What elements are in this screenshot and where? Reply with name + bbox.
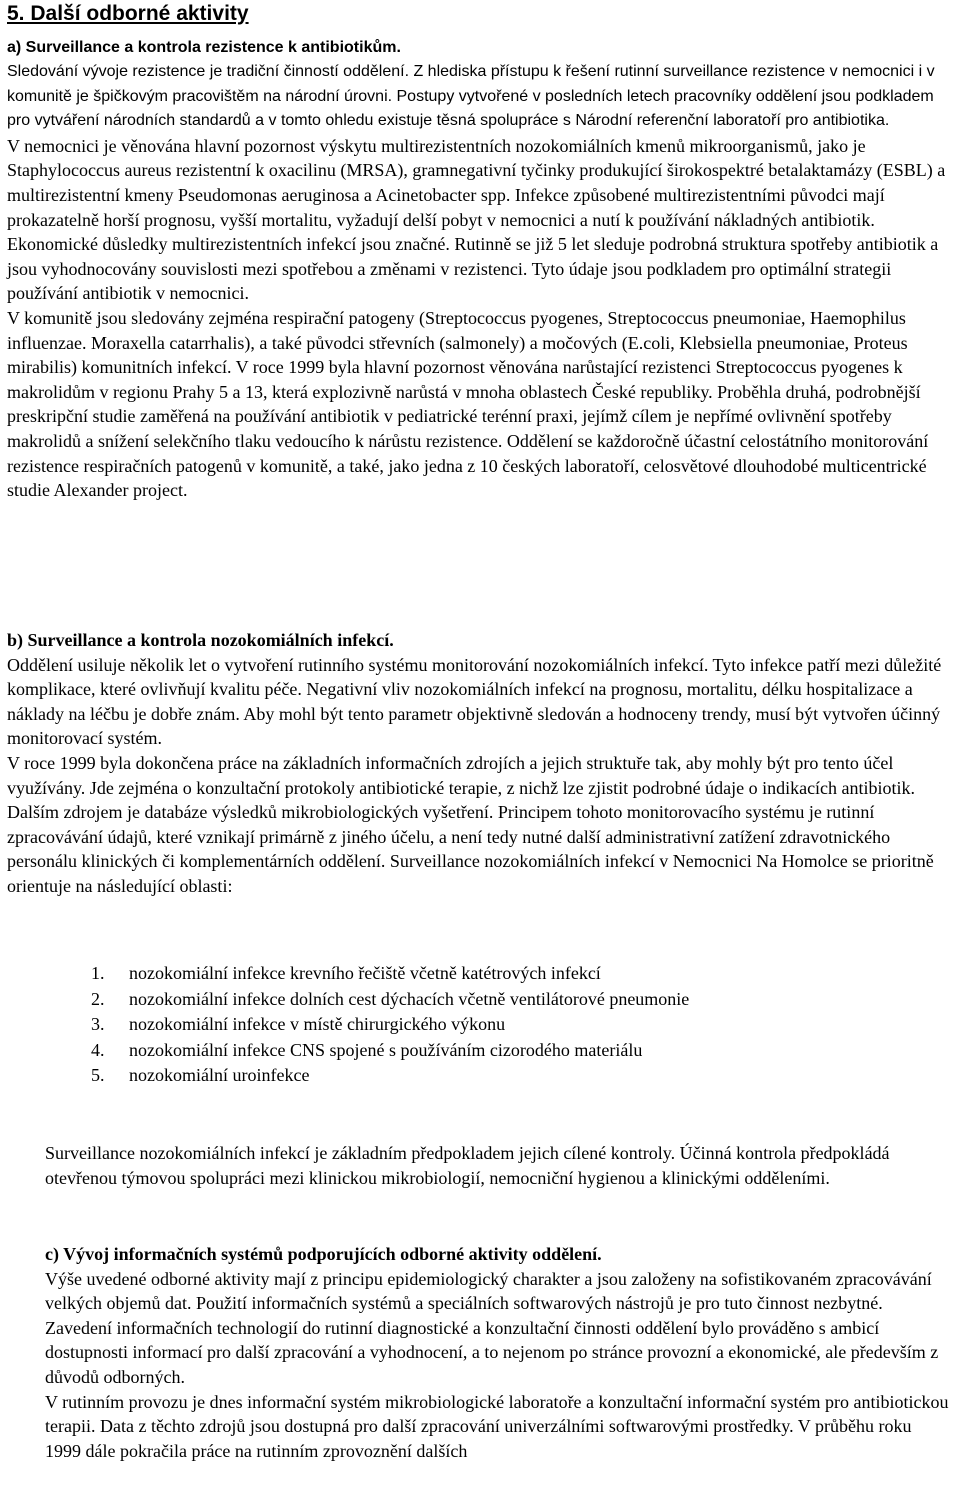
section-a: [7, 36, 957, 503]
section-c: [45, 1242, 949, 1463]
section-b-paragraph-1: Oddělení usiluje několik let o vytvoření rutinního systému monitorování nozokomiálních infekcí. Tyto infekce patří mezi důležité komplikace, které ovlivňují kvalitu péče. Negativní vliv nozokomiálních infekcí na prognosu, mortalitu, délku hospitalizace a náklady na léčbu je dobře znám. Aby mohl být tento parametr objektivně sledován a hodnoceny trendy, musí být vytvořen účinný monitorovací systém.: [7, 654, 942, 749]
section-c-paragraph-2: V rutinním provozu je dnes informační systém mikrobiologické laboratoře a konzultační informační systém pro antibiotickou terapii. Data z těchto zdrojů jsou dostupná pro další zpracování univerzálními softwarovými prostředky. V průběhu roku 1999 dále pokračila práce na rutinním zprovoznění dalších: [45, 1391, 949, 1461]
section-b-conclusion: [45, 1141, 895, 1190]
list-number: 3.: [91, 1014, 105, 1034]
list-item-text: nozokomiální infekce dolních cest dýchacích včetně ventilátorové pneumonie: [129, 988, 690, 1009]
section-b-paragraph-3: Surveillance nozokomiálních infekcí je základním předpokladem jejich cílené kontroly. Účinná kontrola předpokládá otevřenou týmovou spolupráci mezi klinickou mikrobiologií, nemocniční hygienou a klinickými odděleními.: [45, 1143, 890, 1188]
list-item: [91, 1012, 689, 1038]
section-b: [7, 628, 957, 899]
section-a-paragraph-1: Sledování vývoje rezistence je tradiční činností oddělení. Z hlediska přístupu k řešení rutinní surveillance rezistence v nemocnici i v komunitě je špičkovým pracovištěm na národní úrovni. Postupy vytvořené v posledních letech pracovníky oddělení jsou podkladem pro vytváření národních standardů a v tomto ohledu existuje těsná spolupráce s Národní referenční laboratoří pro antibiotika.: [7, 63, 935, 130]
section-a-paragraph-3: V komunitě jsou sledovány zejména respirační patogeny (Streptococcus pyogenes, Streptococcus pneumoniae, Haemophilus influenzae. Moraxella catarrhalis), a také původci střevních (salmonely) a močových (E.coli, Klebsiella pneumoniae, Proteus mirabilis) komunitních infekcí. V roce 1999 byla hlavní pozornost věnována narůstající rezistenci Streptococcus pyogenes k makrolidům v regionu Prahy 5 a 13, která explozivně narůstá v mnoha oblastech České republiky. Proběhla druhá, podrobnější preskripční studie zaměřená na používání antibiotik v pediatrické terénní praxi, jejímž cílem je nepřímé ovlivnění spotřeby makrolidů a snížení selekčního tlaku vedoucího k nárůstu rezistence. Oddělení se každoročně účastní celostátního monitorování rezistence respiračních patogenů v komunitě, a také, jako jedna z 10 českých laboratoří, celosvětové dlouhodobé multicentrické studie Alexander project.: [7, 307, 929, 501]
list-item-text: nozokomiální uroinfekce: [129, 1065, 310, 1085]
list-item: [91, 1038, 689, 1064]
list-item-text: nozokomiální infekce CNS spojené s používáním cizorodého materiálu: [129, 1039, 643, 1060]
list-number: 2.: [91, 988, 105, 1009]
document-page: [7, 0, 957, 1461]
list-item-text: nozokomiální infekce v místě chirurgického výkonu: [129, 1014, 506, 1034]
section-c-heading: c) Vývoj informačních systémů podporujících odborné aktivity oddělení.: [45, 1244, 602, 1264]
list-item: [91, 987, 689, 1013]
section-a-paragraph-2: V nemocnici je věnována hlavní pozornost výskytu multirezistentních nozokomiálních kmenů mikroorganismů, jako je Staphylococcus aureus rezistentní k oxacilinu (MRSA), gramnegativní tyčinky produkující širokospektré betalaktamázy (ESBL) a multirezistentní kmeny Pseudomonas aeruginosa a Acinetobacter spp. Infekce způsobené multirezistentními původci mají prokazatelně horší prognosu, vyšší mortalitu, vyžadují delší pobyt v nemocnici a nutí k používání nákladných antibiotik. Ekonomické důsledky multirezistentních infekcí jsou značné. Rutinně se již 5 let sleduje podrobná struktura spotřeby antibiotik a jsou vyhodnocovány souvislosti mezi spotřebou a změnami v rezistenci. Tyto údaje jsou podkladem pro optimální strategii používání antibiotik v nemocnici.: [7, 135, 946, 304]
surveillance-areas-list: [91, 961, 689, 1089]
list-item: [91, 1063, 689, 1089]
page-title: 5. Další odborné aktivity: [7, 2, 249, 25]
section-b-paragraph-2: V roce 1999 byla dokončena práce na základních informačních zdrojích a jejich struktuře tak, aby mohly být pro tento účel využívány. Jde zejména o konzultační protokoly antibiotické terapie, z nichž lze zjistit podrobné údaje o indikacích antibiotik. Dalším zdrojem je databáze výsledků mikrobiologických vyšetření. Principem tohoto monitorovacího systému je rutinní zpracovávání údajů, které vznikají primárně z jiného účelu, a není tedy nutné další administrativní zatížení zdravotnického personálu klinických či komplementárních oddělení. Surveillance nozokomiálních infekcí v Nemocnici Na Homolce se prioritně orientuje na následující oblasti:: [7, 752, 934, 896]
list-item-text: nozokomiální infekce krevního řečiště včetně katétrových infekcí: [129, 963, 601, 983]
list-number: 1.: [91, 963, 105, 983]
section-c-paragraph-1: Výše uvedené odborné aktivity mají z principu epidemiologický charakter a jsou založeny na sofistikovaném zpracovávání velkých objemů dat. Použití informačních systémů a speciálních softwarových nástrojů je pro tuto činnost nezbytné. Zavedení informačních technologií do rutinní diagnostické a konzultační činnosti oddělení bylo prováděno s ambicí dostupnosti informací pro další zpracování a vyhodnocení, a to nejenom po stránce provozní a ekonomické, ale především z důvodů odborných.: [45, 1268, 939, 1387]
section-a-heading: a) Surveillance a kontrola rezistence k antibiotikům.: [7, 39, 401, 56]
list-number: 4.: [91, 1039, 105, 1060]
list-number: 5.: [91, 1065, 105, 1085]
list-item: [91, 961, 689, 987]
section-b-heading: b) Surveillance a kontrola nozokomiálních infekcí.: [7, 630, 394, 650]
